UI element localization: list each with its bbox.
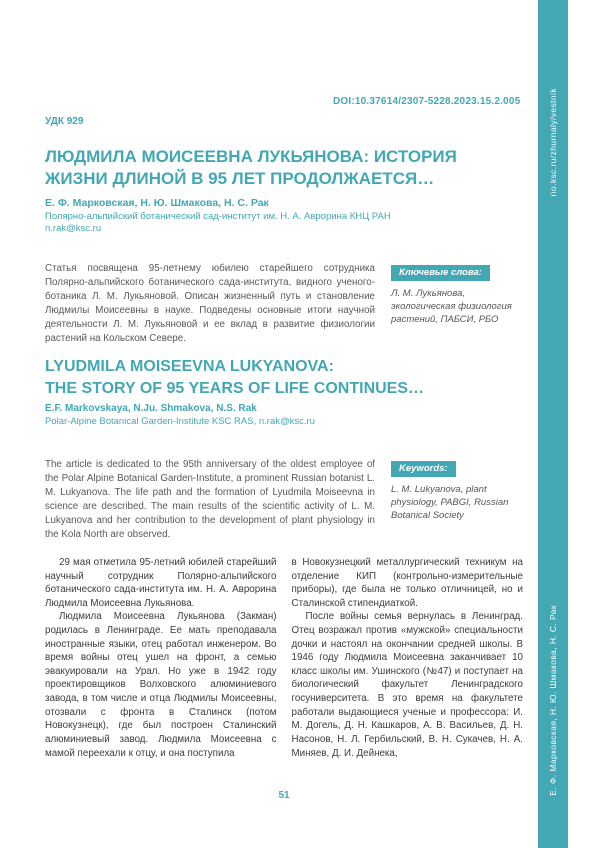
affiliation-ru-text: Полярно-альпийский ботанический сад-институт им. Н. А. Аврорина КНЦ РАН (45, 211, 391, 222)
article-title-en-line1: LYUDMILA MOISEEVNA LUKYANOVA: (45, 358, 334, 375)
abstract-en: The article is dedicated to the 95th anniversary of the oldest employee of the Polar Alpine Botanical Garden-Institute, a prominent Russian botanist L. M. Lukyanova. The life path and the formation of Lyudmila Moiseevna in science are described. The main results of the scientific activity of L. M. Lukyanova and her contribution to the development of plant physiology in the Kola North are observed. (45, 459, 375, 540)
doi: DOI:10.37614/2307-5228.2023.15.2.005 (333, 96, 521, 107)
article-title-ru (45, 146, 523, 191)
page-number: 51 (278, 790, 290, 801)
affiliation-ru (45, 211, 391, 235)
author-email: n.rak@ksc.ru (45, 222, 102, 234)
keywords-block-ru (391, 262, 523, 345)
keywords-label-ru: Ключевые слова: (391, 265, 490, 281)
article-title-en-line2: THE STORY OF 95 YEARS OF LIFE CONTINUES… (45, 379, 425, 397)
body-paragraph: Людмила Моисеевна Лукьянова (Закман) родилась в Ленинграде. Ее мать преподавала иностранные языки, отец работал инженером. Во время войны отец ушел на фронт, а семью эвакуировали на Урал. Но уже в 1942 году проектировщиков Волховского алюминиевого завода, в том числе и отца Людмилы Моисеевны, отозвали с фронта в Сталинск (потом Новокузнецк), где был построен Сталинский алюминиевый завод. Людмила Моисеевна с мамой переехали к отцу, и она поступила (45, 611, 277, 759)
abstract-section-en (45, 458, 523, 541)
journal-url-vertical: rio.ksc.ru/zhurnaly/vestnik (548, 88, 558, 197)
keywords-block-en (391, 458, 523, 541)
body-paragraph: После войны семья вернулась в Ленинград. Отец возражал против «мужской» специальности дочки и настоял на окончании средней школы. В 1946 году Людмила Моисеевна заканчивает 10 класс школы им. Ушинского (№47) и поступает на биологический факультет Ленинградского госуниверситета. В это время на факультете работали выдающиеся ученые и профессора: И. М. Догель, Д. Н. Кашкаров, А. В. Васильев, Д. Н. Насонов, Н. Л. Гербильский, В. Н. Сукачев, Н. А. Миняев, Д. И. Дейнека, (291, 611, 523, 759)
article-title-ru-line1: ЛЮДМИЛА МОИСЕЕВНА ЛУКЬЯНОВА: ИСТОРИЯ (45, 147, 457, 166)
article-body (45, 556, 523, 760)
article-title-en (45, 356, 523, 399)
article-title-ru-line2: ЖИЗНИ ДЛИНОЙ В 95 ЛЕТ ПРОДОЛЖАЕТСЯ… (45, 169, 435, 189)
affiliation-en: Polar-Alpine Botanical Garden-Institute KSC RAS, n.rak@ksc.ru (45, 416, 315, 427)
abstract-ru: Статья посвящена 95-летнему юбилею старейшего сотрудника Полярно-альпийского ботанического сада-института, видного ученого-ботаника Л. М. Лукьяновой. Описан жизненный путь и становление Людмилы Моисеевны в науке. Подведены основные итоги научной деятельности Л. М. Лукьяновой и ее вклад в развитие физиологии растений на Кольском Севере. (45, 263, 375, 344)
body-column-left (45, 556, 277, 760)
authors-en: E.F. Markovskaya, N.Ju. Shmakova, N.S. Rak (45, 403, 257, 414)
keywords-ru: Л. М. Лукьянова, экологическая физиология растений, ПАБСИ, РБО (391, 288, 512, 326)
body-paragraph: в Новокузнецкий металлургический техникум на отделение КИП (контрольно-измерительные приборы), где была не только отличницей, но и Сталинской стипендиаткой. (291, 557, 523, 609)
abstract-section-ru (45, 262, 523, 345)
body-paragraph: 29 мая отметила 95-летний юбилей старейший научный сотрудник Полярно-альпийского ботанического сада-института им. Н. А. Аврорина Людмила Моисеевна Лукьянова. (45, 557, 277, 609)
keywords-label-en: Keywords: (391, 461, 456, 477)
authors-vertical: Е. Ф. Марковская, Н. Ю. Шмакова, Н. С. Рак (548, 605, 558, 796)
authors-ru: Е. Ф. Марковская, Н. Ю. Шмакова, Н. С. Рак (45, 197, 269, 209)
body-column-right (292, 556, 524, 760)
journal-spine-band (538, 0, 568, 848)
udk-number: УДК 929 (45, 116, 84, 127)
keywords-en: L. M. Lukyanova, plant physiology, PABGI, Russian Botanical Society (391, 484, 509, 522)
